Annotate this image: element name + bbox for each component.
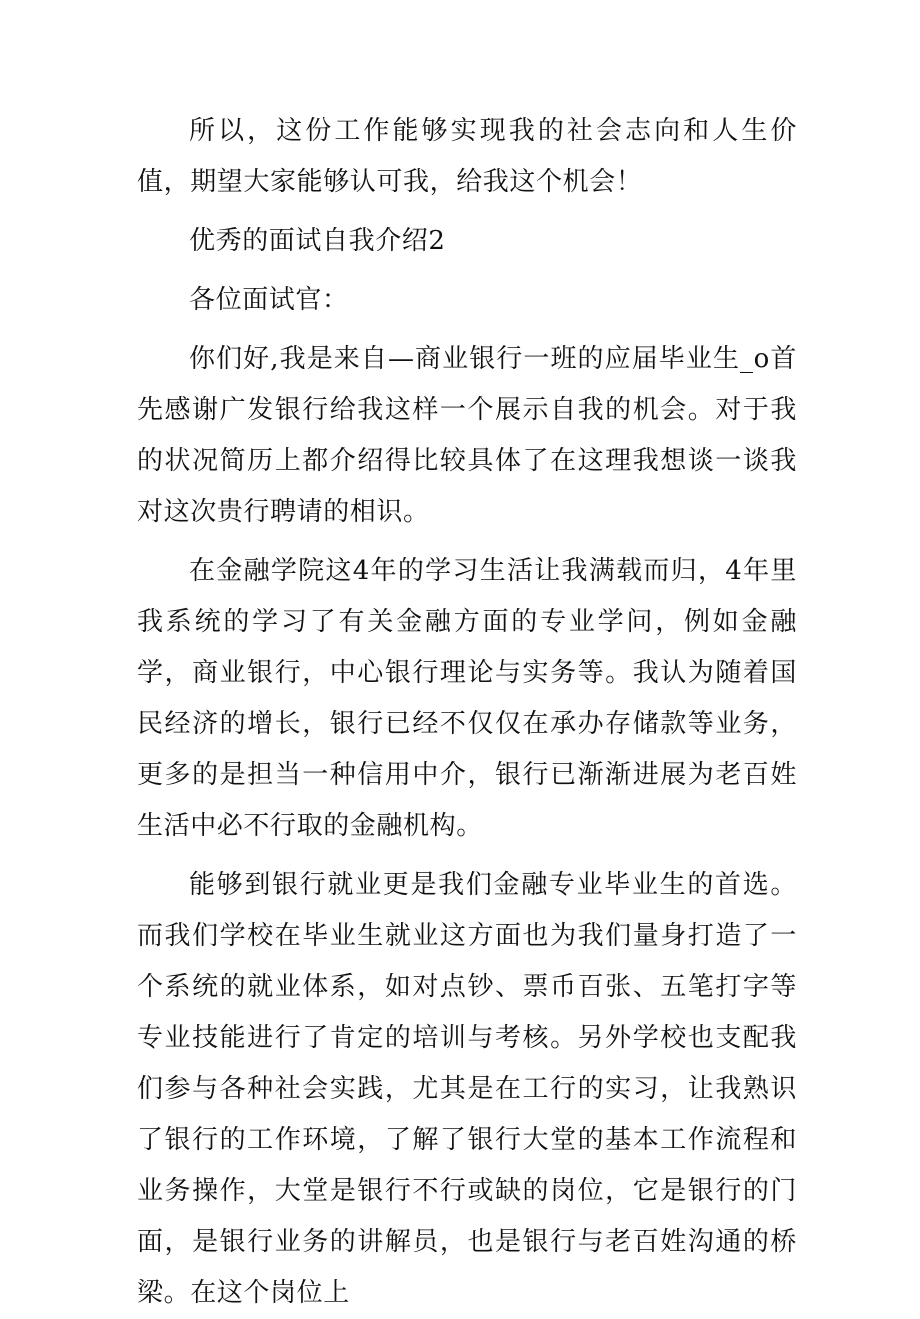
paragraph-closing: 所以，这份工作能够实现我的社会志向和人生价值，期望大家能够认可我，给我这个机会！ bbox=[137, 116, 797, 197]
paragraph-employment: 能够到银行就业更是我们金融专业毕业生的首选。而我们学校在毕业生就业这方面也为我们量身打造了一个系统的就业体系，如对点钞、票币百张、五笔打字等专业技能进行了肯定的培训与考核。另外学校也支配我们参与各种社会实践，尤其是在工行的实习，让我熟识了银行的工作环境，了解了银行大堂的基本工作流程和业务操作，大堂是银行不行或缺的岗位，它是银行的门面，是银行业务的讲解员，也是银行与老百姓沟通的桥梁。在这个岗位上 bbox=[137, 870, 797, 1308]
salutation: 各位面试官： bbox=[189, 285, 349, 315]
paragraph-study: 在金融学院这4年的学习生活让我满载而归，4年里我系统的学习了有关金融方面的专业学问，例如金融学，商业银行，中心银行理论与实务等。我认为随着国民经济的增长，银行已经不仅仅在承办存储款等业务，更多的是担当一种信用中介，银行已渐渐进展为老百姓生活中必不行取的金融机构。 bbox=[137, 556, 797, 841]
section-heading: 优秀的面试自我介绍2 bbox=[189, 226, 446, 256]
document-body bbox=[137, 106, 797, 1319]
paragraph-intro: 你们好,我是来自—商业银行一班的应届毕业生_o首先感谢广发银行给我这样一个展示自我的机会。对于我的状况简历上都介绍得比较具体了在这理我想谈一谈我对这次贵行聘请的相识。 bbox=[137, 344, 797, 527]
